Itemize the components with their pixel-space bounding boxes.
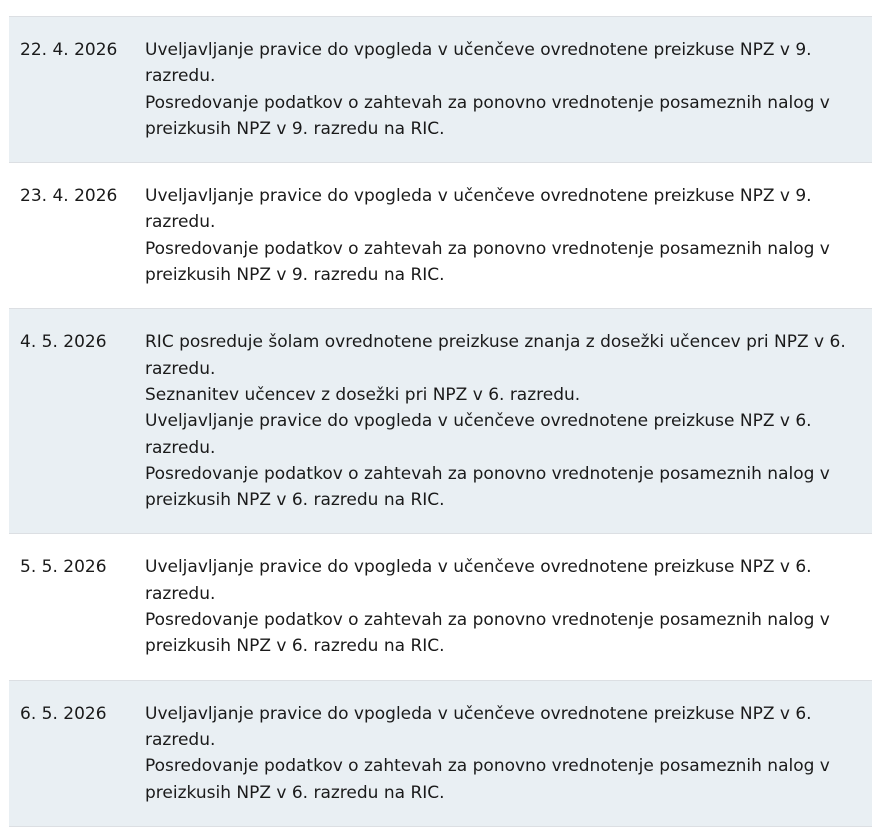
description-line: Uveljavljanje pravice do vpogleda v učenčeve ovrednotene preizkuse NPZ v 6. razredu.	[145, 411, 812, 458]
description-cell	[145, 554, 872, 659]
table-row	[9, 17, 872, 163]
description-cell	[145, 701, 872, 806]
description-line: Uveljavljanje pravice do vpogleda v učenčeve ovrednotene preizkuse NPZ v 6. razredu.	[145, 557, 812, 604]
description-line: Uveljavljanje pravice do vpogleda v učenčeve ovrednotene preizkuse NPZ v 9. razredu.	[145, 186, 812, 233]
description-line: Uveljavljanje pravice do vpogleda v učenčeve ovrednotene preizkuse NPZ v 9. razredu.	[145, 40, 812, 87]
description-line: Posredovanje podatkov o zahtevah za ponovno vrednotenje posameznih nalog v	[145, 756, 830, 777]
table-row	[9, 163, 872, 309]
description-cell	[145, 37, 872, 142]
description-line: RIC posreduje šolam ovrednotene preizkuse znanja z dosežki učencev pri NPZ v 6.	[145, 332, 846, 353]
table-row	[9, 534, 872, 680]
description-line: razredu.	[145, 358, 216, 379]
schedule-table	[9, 16, 872, 827]
description-line: Posredovanje podatkov o zahtevah za ponovno vrednotenje posameznih nalog v	[145, 92, 830, 113]
description-line: preizkusih NPZ v 9. razredu na RIC.	[145, 118, 445, 139]
table-row	[9, 681, 872, 827]
table-row	[9, 309, 872, 534]
date-cell: 23. 4. 2026	[20, 186, 118, 207]
description-line: preizkusih NPZ v 9. razredu na RIC.	[145, 265, 445, 286]
description-line: Posredovanje podatkov o zahtevah za ponovno vrednotenje posameznih nalog v	[145, 238, 830, 259]
description-line: Uveljavljanje pravice do vpogleda v učenčeve ovrednotene preizkuse NPZ v 6. razredu.	[145, 703, 812, 750]
date-cell: 4. 5. 2026	[20, 332, 107, 353]
description-line: Posredovanje podatkov o zahtevah za ponovno vrednotenje posameznih nalog v	[145, 463, 830, 484]
description-line: Posredovanje podatkov o zahtevah za ponovno vrednotenje posameznih nalog v	[145, 610, 830, 631]
description-cell	[145, 183, 872, 288]
description-line: Seznanitev učencev z dosežki pri NPZ v 6. razredu.	[145, 384, 581, 405]
description-line: preizkusih NPZ v 6. razredu na RIC.	[145, 782, 445, 803]
description-cell	[145, 329, 872, 513]
description-line: preizkusih NPZ v 6. razredu na RIC.	[145, 490, 445, 511]
date-cell: 6. 5. 2026	[20, 703, 107, 724]
date-cell: 5. 5. 2026	[20, 557, 107, 578]
description-line: preizkusih NPZ v 6. razredu na RIC.	[145, 636, 445, 657]
date-cell: 22. 4. 2026	[20, 40, 118, 60]
